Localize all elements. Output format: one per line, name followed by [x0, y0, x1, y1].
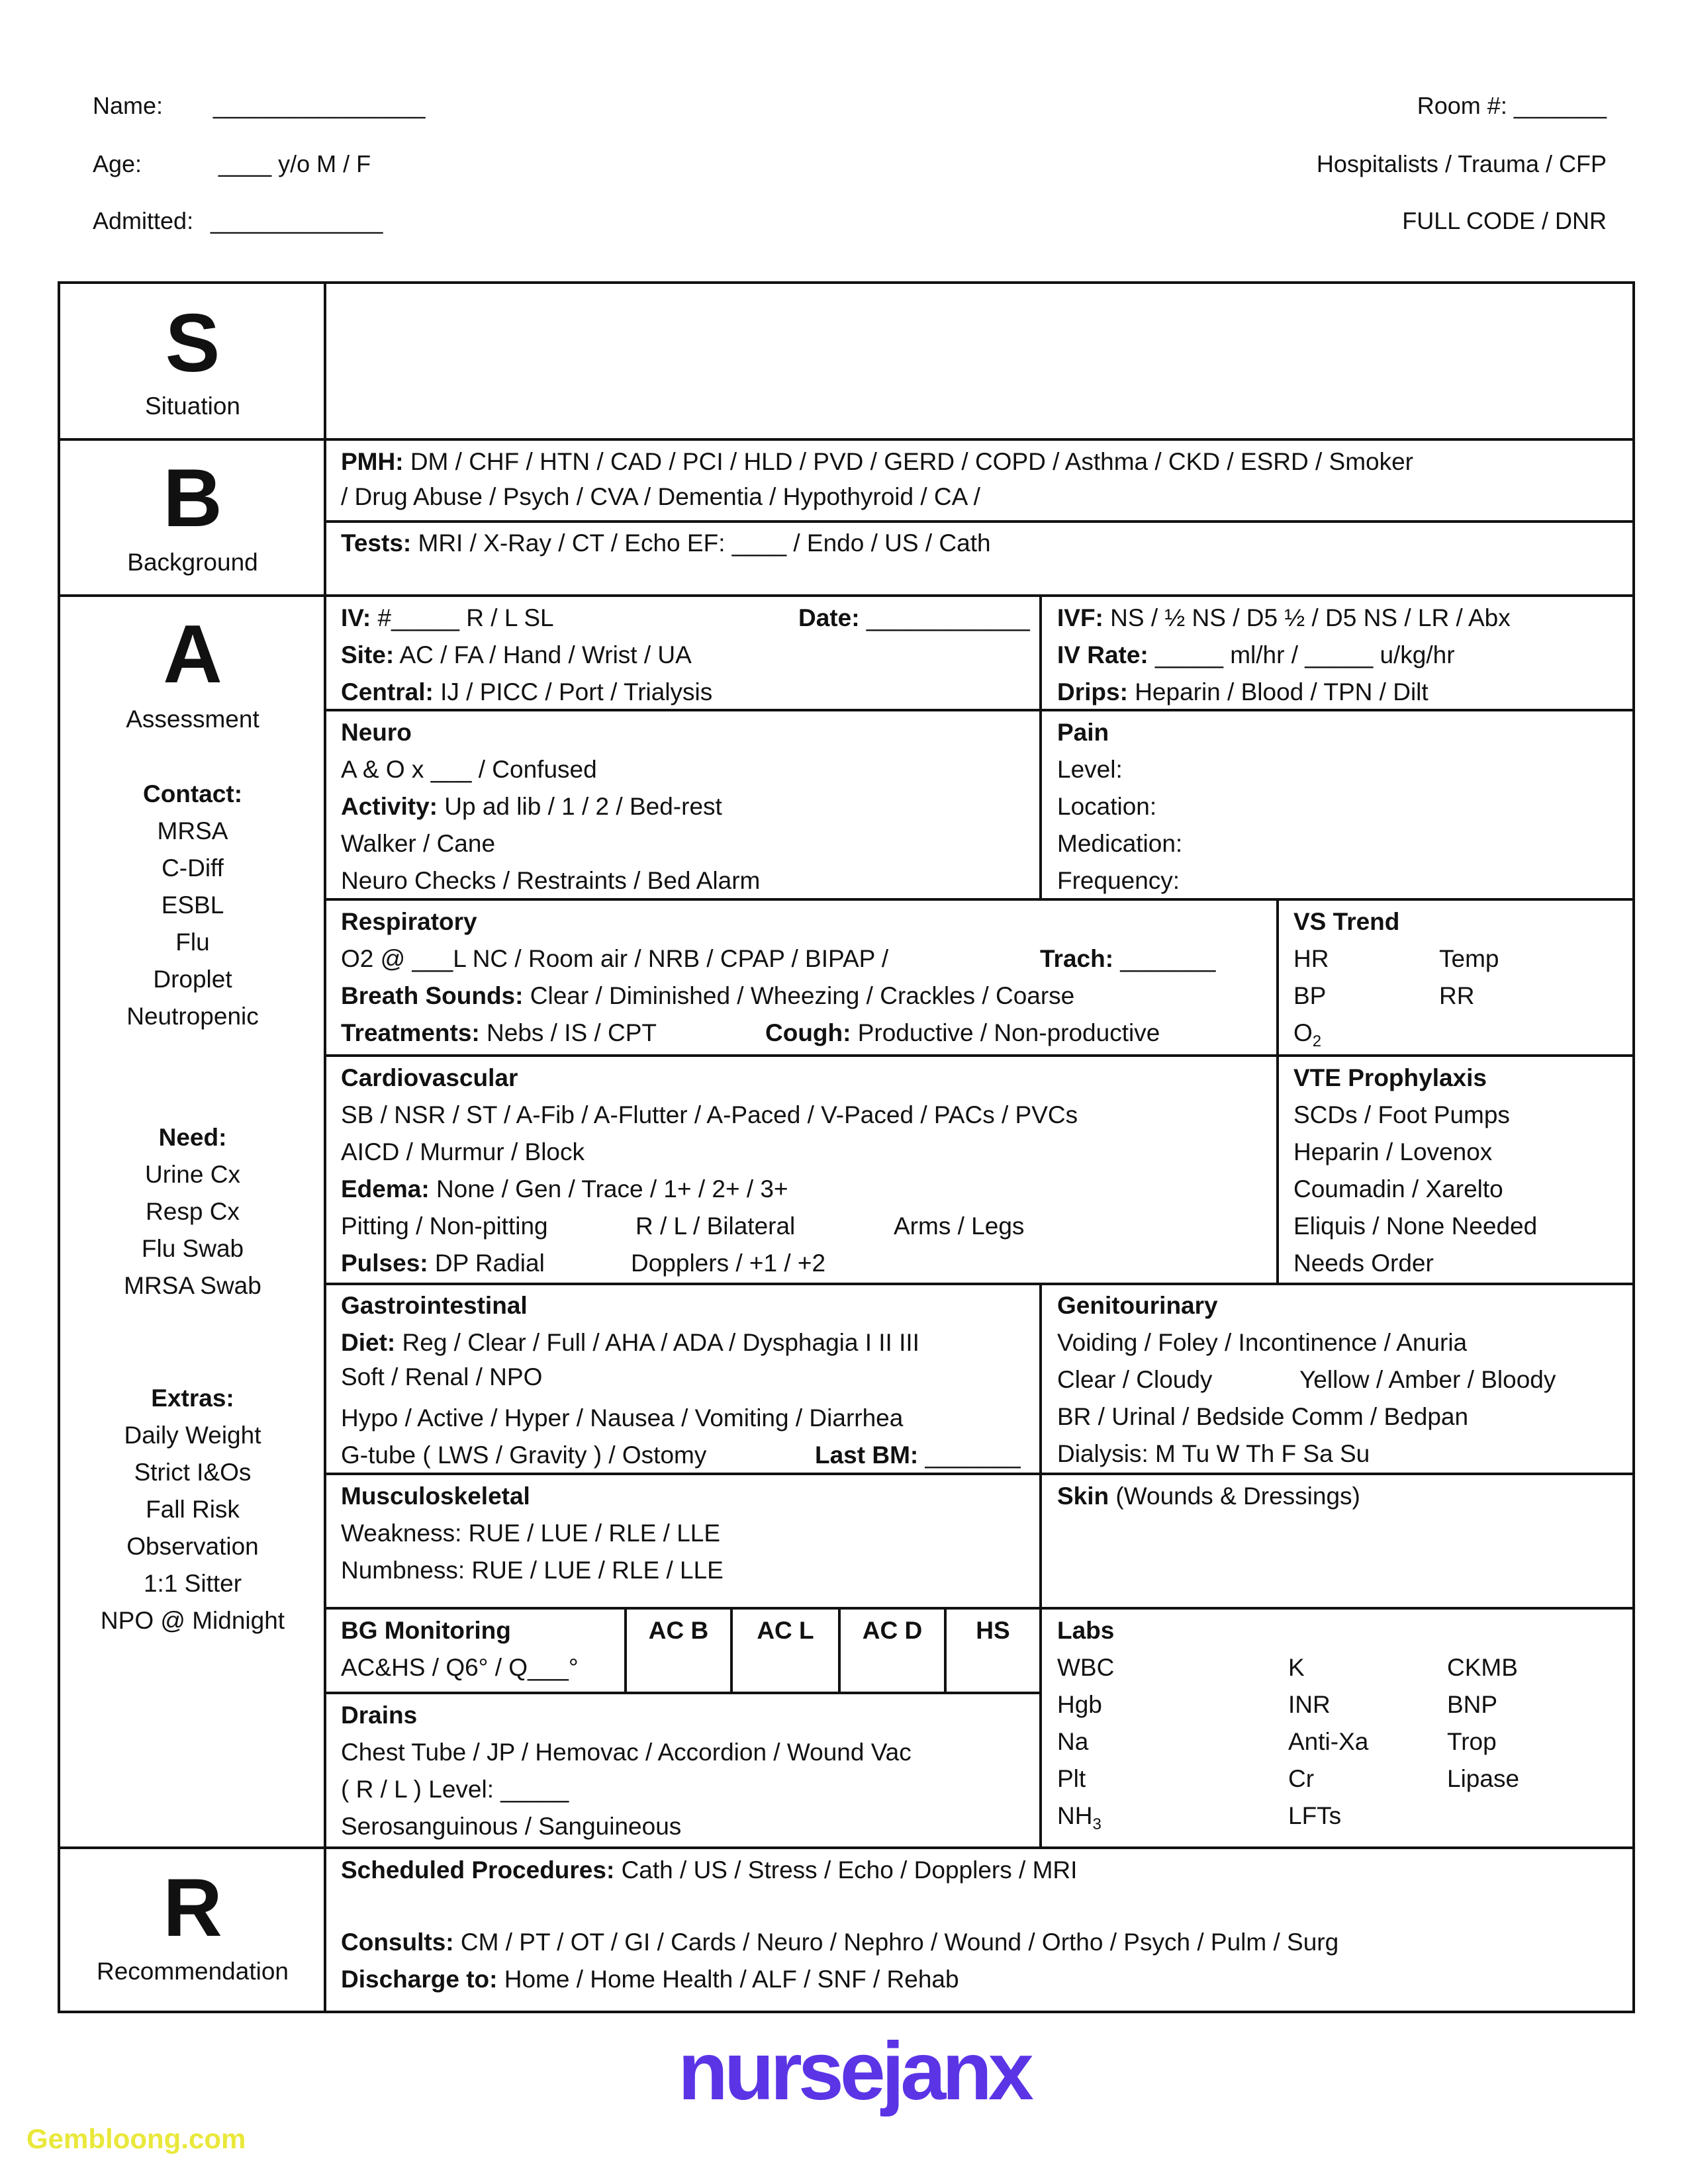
nh3-text: NH: [1057, 1802, 1093, 1829]
drains-title: Drains: [341, 1702, 418, 1729]
extras-item[interactable]: 1:1 Sitter: [143, 1570, 242, 1597]
trach-label: Trach:: [1040, 945, 1114, 972]
gu-title: Genitourinary: [1057, 1292, 1218, 1319]
cough-options[interactable]: Productive / Non-productive: [857, 1019, 1160, 1046]
rate-options[interactable]: _____ ml/hr / _____ u/kg/hr: [1155, 641, 1455, 668]
site-label: Site:: [341, 641, 395, 668]
neuro-orientation[interactable]: A & O x ___ / Confused: [341, 756, 597, 783]
breath-options[interactable]: Clear / Diminished / Wheezing / Crackles / Coarse: [530, 982, 1075, 1009]
sep-a-r: [60, 1846, 1632, 1849]
bg-col-hs[interactable]: HS: [976, 1617, 1010, 1644]
pmh-options[interactable]: DM / CHF / HTN / CAD / PCI / HLD / PVD / GERD / COPD / Asthma / CKD / ESRD / Smoker: [410, 448, 1414, 475]
o2-subscript: 2: [1312, 1032, 1322, 1050]
admitted-field[interactable]: _____________: [211, 207, 383, 234]
treat-line[interactable]: [341, 1020, 657, 1046]
sep-msk-bg: [324, 1607, 1632, 1610]
contact-item[interactable]: Flu: [175, 929, 210, 956]
need-item[interactable]: Urine Cx: [145, 1161, 240, 1188]
sbar-form: [58, 281, 1635, 2013]
edema-options[interactable]: None / Gen / Trace / 1+ / 2+ / 3+: [436, 1175, 788, 1203]
date-line[interactable]: [798, 605, 1030, 631]
lab-item[interactable]: WBC: [1057, 1654, 1115, 1681]
consults-options[interactable]: CM / PT / OT / GI / Cards / Neuro / Nephro / Wound / Ortho / Psych / Pulm / Surg: [460, 1929, 1339, 1956]
date-blank[interactable]: ____________: [866, 604, 1030, 631]
s-letter: S: [165, 298, 220, 389]
vte-item[interactable]: Coumadin / Xarelto: [1293, 1175, 1503, 1203]
room-blank[interactable]: _______: [1513, 92, 1607, 119]
lab-item[interactable]: Lipase: [1447, 1765, 1520, 1792]
pulses-line[interactable]: [341, 1250, 545, 1277]
contact-item[interactable]: MRSA: [157, 817, 228, 844]
cough-line[interactable]: [765, 1020, 1160, 1046]
activity-line[interactable]: [341, 794, 722, 820]
pulses-label: Pulses:: [341, 1250, 428, 1277]
extras-item[interactable]: Daily Weight: [124, 1422, 261, 1449]
central-line[interactable]: [341, 679, 712, 705]
central-options[interactable]: IJ / PICC / Port / Trialysis: [440, 678, 713, 705]
sep-bg-drains: [324, 1692, 1042, 1694]
ivf-line[interactable]: [1057, 605, 1511, 631]
vs-title: VS Trend: [1293, 908, 1400, 935]
extras-item[interactable]: Strict I&Os: [134, 1459, 252, 1486]
pain-medication[interactable]: Medication:: [1057, 830, 1183, 857]
breath-label: Breath Sounds:: [341, 982, 524, 1009]
iv-line[interactable]: [341, 605, 554, 631]
o2-line[interactable]: O2 @ ___L NC / Room air / NRB / CPAP / BIPAP /: [341, 945, 889, 972]
bg-col-acd[interactable]: AC D: [862, 1617, 923, 1644]
code-status-options[interactable]: FULL CODE / DNR: [1402, 207, 1607, 234]
b-letter: B: [163, 453, 222, 544]
numbness-line[interactable]: Numbness: RUE / LUE / RLE / LLE: [341, 1557, 724, 1584]
need-item[interactable]: MRSA Swab: [124, 1272, 261, 1299]
vte-item[interactable]: Needs Order: [1293, 1250, 1434, 1277]
lab-item-nh3[interactable]: [1057, 1803, 1102, 1838]
diet-options[interactable]: Reg / Clear / Full / AHA / ADA / Dysphagia I II III: [402, 1329, 919, 1356]
extras-item[interactable]: Fall Risk: [146, 1496, 240, 1523]
site-line[interactable]: [341, 642, 692, 668]
procedures-options[interactable]: Cath / US / Stress / Echo / Dopplers / MRI: [621, 1856, 1078, 1884]
pitting-options[interactable]: Pitting / Non-pitting: [341, 1212, 548, 1240]
watermark-text: Gembloong.com: [26, 2123, 246, 2154]
a-label: Assessment: [126, 705, 259, 733]
drains-types[interactable]: Chest Tube / JP / Hemovac / Accordion / Wound Vac: [341, 1739, 912, 1766]
cardio-title: Cardiovascular: [341, 1064, 518, 1091]
bg-col-acl[interactable]: AC L: [757, 1617, 814, 1644]
sep-gi-msk: [324, 1473, 1632, 1475]
resp-title: Respiratory: [341, 908, 477, 935]
gi-title: Gastrointestinal: [341, 1292, 528, 1319]
need-title: Need:: [158, 1124, 227, 1151]
pmh-line1[interactable]: [341, 449, 1413, 475]
neuro-title: Neuro: [341, 719, 412, 746]
date-label: Date:: [798, 604, 860, 631]
breath-line[interactable]: [341, 983, 1074, 1009]
drips-line[interactable]: [1057, 679, 1429, 705]
room-field[interactable]: [1417, 93, 1607, 119]
nh3-subscript: 3: [1092, 1815, 1102, 1833]
age-label: Age:: [93, 150, 142, 177]
activity-options[interactable]: Up ad lib / 1 / 2 / Bed-rest: [444, 793, 722, 820]
contact-item[interactable]: ESBL: [161, 891, 224, 919]
pmh-label: PMH:: [341, 448, 404, 475]
lab-item[interactable]: Trop: [1447, 1728, 1497, 1755]
skin-title[interactable]: [1057, 1483, 1360, 1510]
consults-label: Consults:: [341, 1929, 454, 1956]
discharge-options[interactable]: Home / Home Health / ALF / SNF / Rehab: [504, 1966, 959, 1993]
bg-frequency[interactable]: AC&HS / Q6° / Q___°: [341, 1654, 579, 1681]
pulses-options[interactable]: DP Radial: [434, 1250, 545, 1277]
extras-item[interactable]: NPO @ Midnight: [100, 1607, 285, 1634]
mobility-aids[interactable]: Walker / Cane: [341, 830, 496, 857]
b-label: Background: [127, 549, 258, 576]
lab-item[interactable]: Anti-Xa: [1288, 1728, 1369, 1755]
skin-label: Skin: [1057, 1482, 1109, 1510]
a-letter: A: [163, 609, 222, 700]
vte-item[interactable]: Heparin / Lovenox: [1293, 1138, 1493, 1165]
sep-neuro-resp: [324, 898, 1632, 901]
contact-item[interactable]: Neutropenic: [126, 1003, 259, 1030]
name-label: Name:: [93, 92, 164, 119]
consults-line[interactable]: [341, 1929, 1338, 1956]
discharge-label: Discharge to:: [341, 1966, 498, 1993]
cough-label: Cough:: [765, 1019, 851, 1046]
sep-iv-neuro: [324, 709, 1632, 711]
treat-options[interactable]: Nebs / IS / CPT: [487, 1019, 657, 1046]
vs-hr[interactable]: HR: [1293, 945, 1329, 972]
sep-b-a: [60, 594, 1632, 597]
skin-note: (Wounds & Dressings): [1115, 1482, 1360, 1510]
diet-label: Diet:: [341, 1329, 396, 1356]
msk-title: Musculoskeletal: [341, 1482, 530, 1510]
need-item[interactable]: Resp Cx: [146, 1198, 240, 1225]
sep-cardio-gi: [324, 1283, 1632, 1285]
drips-label: Drips:: [1057, 678, 1128, 705]
central-label: Central:: [341, 678, 434, 705]
procedures-line[interactable]: [341, 1857, 1077, 1884]
dialysis-line[interactable]: Dialysis: M Tu W Th F Sa Su: [1057, 1440, 1370, 1467]
vs-bp[interactable]: BP: [1293, 982, 1327, 1009]
vs-o2[interactable]: [1293, 1020, 1321, 1055]
edema-line[interactable]: [341, 1176, 788, 1203]
lab-item[interactable]: Hgb: [1057, 1691, 1102, 1718]
div-resp-vs: [1276, 898, 1279, 1284]
room-label: Room #:: [1417, 92, 1507, 119]
ivf-label: IVF:: [1057, 604, 1103, 631]
gu-color[interactable]: Yellow / Amber / Bloody: [1299, 1366, 1556, 1393]
drains-side[interactable]: ( R / L ) Level: _____: [341, 1776, 569, 1803]
lab-item[interactable]: Cr: [1288, 1765, 1315, 1792]
lastbm-line[interactable]: [815, 1442, 1021, 1469]
tests-options[interactable]: MRI / X-Ray / CT / Echo EF: ____ / Endo / US / Cath: [418, 529, 991, 557]
gu-line2[interactable]: Clear / Cloudy: [1057, 1366, 1213, 1393]
iv-options[interactable]: #_____ R / L SL: [377, 604, 554, 631]
div-gi-gu: [1039, 1283, 1042, 1848]
site-options[interactable]: AC / FA / Hand / Wrist / UA: [399, 641, 692, 668]
r-label: Recommendation: [97, 1958, 289, 1985]
diet-line[interactable]: [341, 1330, 919, 1356]
side-options[interactable]: R / L / Bilateral: [635, 1212, 796, 1240]
contact-item[interactable]: Droplet: [153, 966, 232, 993]
ivf-options[interactable]: NS / ½ NS / D5 ½ / D5 NS / LR / Abx: [1110, 604, 1511, 631]
pain-level[interactable]: Level:: [1057, 756, 1123, 783]
lab-item[interactable]: K: [1288, 1654, 1305, 1681]
vte-item[interactable]: Eliquis / None Needed: [1293, 1212, 1538, 1240]
lab-item[interactable]: INR: [1288, 1691, 1331, 1718]
extras-title: Extras:: [151, 1385, 234, 1412]
div-iv-ivf: [1039, 594, 1042, 899]
service-options[interactable]: Hospitalists / Trauma / CFP: [1316, 150, 1607, 177]
vs-rr[interactable]: RR: [1439, 982, 1475, 1009]
drains-output[interactable]: Serosanguinous / Sanguineous: [341, 1813, 682, 1840]
drips-options[interactable]: Heparin / Blood / TPN / Dilt: [1135, 678, 1429, 705]
s-label: Situation: [145, 392, 240, 420]
lab-item[interactable]: CKMB: [1447, 1654, 1518, 1681]
sep-resp-cardio: [324, 1054, 1632, 1057]
trach-blank[interactable]: _______: [1120, 945, 1216, 972]
neuro-checks[interactable]: Neuro Checks / Restraints / Bed Alarm: [341, 867, 761, 894]
procedures-label: Scheduled Procedures:: [341, 1856, 615, 1884]
activity-label: Activity:: [341, 793, 438, 820]
pain-frequency[interactable]: Frequency:: [1057, 867, 1180, 894]
gu-line3[interactable]: BR / Urinal / Bedside Comm / Bedpan: [1057, 1403, 1469, 1430]
lab-item[interactable]: Plt: [1057, 1765, 1086, 1792]
vte-title: VTE Prophylaxis: [1293, 1064, 1487, 1091]
discharge-line[interactable]: [341, 1966, 959, 1993]
lastbm-blank[interactable]: _______: [925, 1441, 1021, 1469]
situation-area[interactable]: [326, 284, 1632, 438]
vte-item[interactable]: SCDs / Foot Pumps: [1293, 1101, 1510, 1128]
pain-title: Pain: [1057, 719, 1109, 746]
nursejanx-logo: nursejanx: [678, 2026, 1030, 2117]
sep-s-b: [60, 438, 1632, 441]
tests-line[interactable]: [341, 530, 991, 557]
name-field[interactable]: ________________: [213, 92, 426, 119]
rhythm-line[interactable]: SB / NSR / ST / A-Fib / A-Flutter / A-Paced / V-Paced / PACs / PVCs: [341, 1101, 1078, 1128]
pulses-grade[interactable]: Dopplers / +1 / +2: [631, 1250, 826, 1277]
bg-title: BG Monitoring: [341, 1617, 511, 1644]
r-letter: R: [163, 1862, 222, 1954]
rate-label: IV Rate:: [1057, 641, 1149, 668]
limb-options[interactable]: Arms / Legs: [894, 1212, 1025, 1240]
diet-line2[interactable]: Soft / Renal / NPO: [341, 1363, 543, 1390]
tests-label: Tests:: [341, 529, 412, 557]
sep-pmh-tests: [324, 520, 1632, 523]
rate-line[interactable]: [1057, 642, 1455, 668]
lab-item[interactable]: Na: [1057, 1728, 1089, 1755]
device-line[interactable]: AICD / Murmur / Block: [341, 1138, 585, 1165]
lab-item[interactable]: BNP: [1447, 1691, 1498, 1718]
trach-line[interactable]: [1040, 946, 1215, 972]
vs-temp[interactable]: Temp: [1439, 945, 1499, 972]
contact-title: Contact:: [142, 780, 243, 807]
o2-letter: O: [1293, 1019, 1313, 1046]
weakness-line[interactable]: Weakness: RUE / LUE / RLE / LLE: [341, 1520, 721, 1547]
extras-item[interactable]: Observation: [126, 1533, 259, 1560]
need-item[interactable]: Flu Swab: [141, 1235, 244, 1262]
bg-col-acb[interactable]: AC B: [648, 1617, 709, 1644]
lastbm-label: Last BM:: [815, 1441, 919, 1469]
lab-item[interactable]: LFTs: [1288, 1802, 1342, 1829]
gu-line1[interactable]: Voiding / Foley / Incontinence / Anuria: [1057, 1329, 1468, 1356]
edema-label: Edema:: [341, 1175, 430, 1203]
pain-location[interactable]: Location:: [1057, 793, 1157, 820]
labs-title: Labs: [1057, 1617, 1115, 1644]
age-field[interactable]: ____ y/o M / F: [218, 150, 371, 177]
admitted-label: Admitted:: [93, 207, 194, 234]
treat-label: Treatments:: [341, 1019, 480, 1046]
bowel-sounds[interactable]: Hypo / Active / Hyper / Nausea / Vomiting / Diarrhea: [341, 1404, 904, 1432]
contact-item[interactable]: C-Diff: [162, 854, 224, 882]
gtube-line[interactable]: G-tube ( LWS / Gravity ) / Ostomy: [341, 1441, 707, 1469]
pmh-line2[interactable]: / Drug Abuse / Psych / CVA / Dementia / Hypothyroid / CA /: [341, 483, 980, 510]
iv-label: IV:: [341, 604, 371, 631]
